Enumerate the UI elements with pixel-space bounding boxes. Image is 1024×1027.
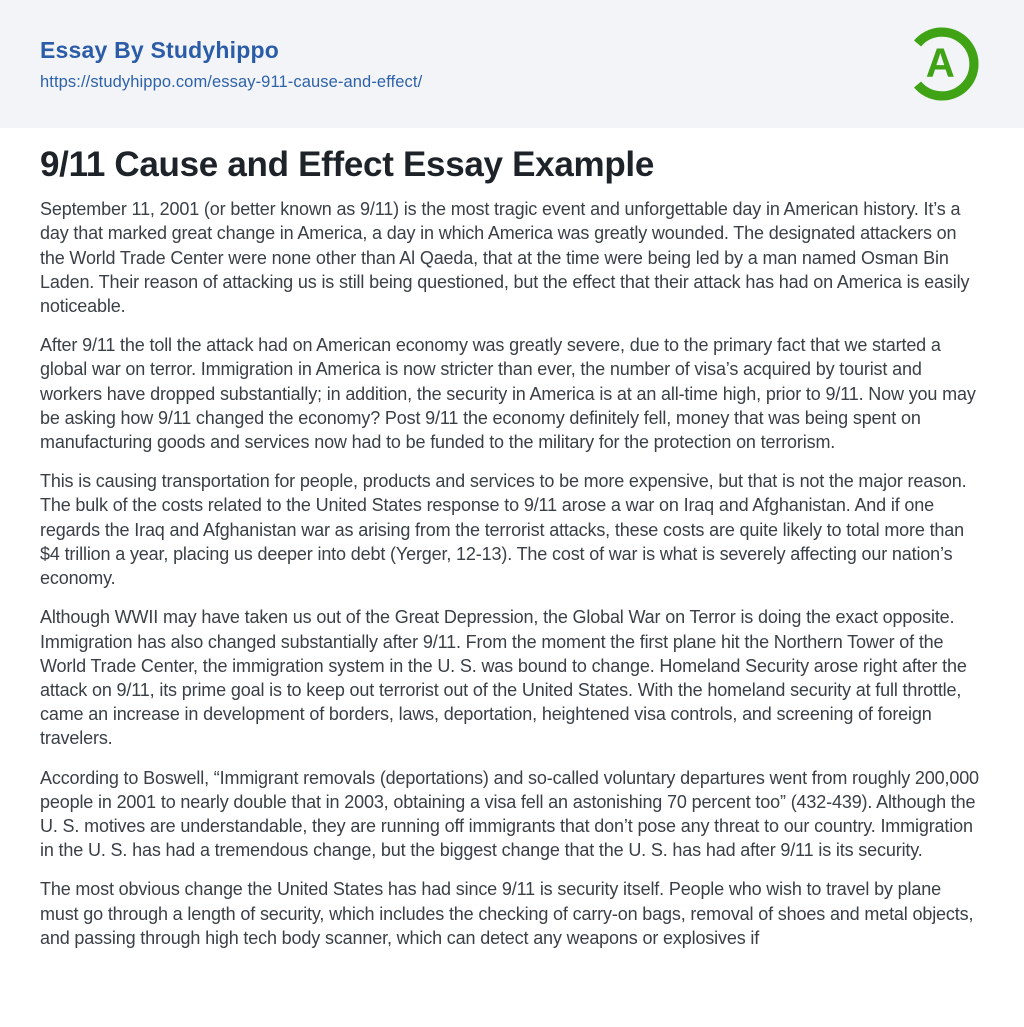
page-title: 9/11 Cause and Effect Essay Example (40, 145, 654, 184)
site-name: Essay By Studyhippo (40, 36, 279, 63)
essay-paragraph-6: The most obvious change the United States has had since 9/11 is security itself. People who wish to travel by plane must go through a length of security, which includes the checking of carry-on bags, removal of shoes and metal objects, and passing through high tech body scanner, which can detect any weapons or explosives if (40, 879, 974, 948)
essay-paragraph-3: This is causing transportation for people, products and services to be more expensive, but that is not the major reason. The bulk of the costs related to the United States response to 9/11 arose a war on Iraq and Afghanistan. And if one regards the Iraq and Afghanistan war as arising from the terrorist attacks, these costs are quite likely to total more than $4 trillion a year, placing us deeper into debt (Yerger, 12-13). The cost of war is what is severely affecting our nation’s economy. (40, 471, 967, 589)
essay-url-link[interactable]: https://studyhippo.com/essay-911-cause-and-effect/ (40, 72, 423, 91)
header-branding (40, 37, 422, 92)
studyhippo-logo-icon (900, 22, 984, 106)
essay-content (0, 128, 1024, 950)
essay-paragraph-4: Although WWII may have taken us out of the Great Depression, the Global War on Terror is doing the exact opposite. Immigration has also changed substantially after 9/11. From the moment the first plane hit the Northern Tower of the World Trade Center, the immigration system in the U. S. was bound to change. Homeland Security arose right after the attack on 9/11, its prime goal is to keep out terrorist out of the United States. With the homeland security at full throttle, came an increase in development of borders, laws, deportation, heightened visa controls, and screening of foreign travelers. (40, 607, 967, 749)
essay-paragraph-2: After 9/11 the toll the attack had on American economy was greatly severe, due to the primary fact that we started a global war on terror. Immigration in America is now stricter than ever, the number of visa’s acquired by tourist and workers have dropped substantially; in addition, the security in America is at an all-time high, prior to 9/11. Now you may be asking how 9/11 changed the economy? Post 9/11 the economy definitely fell, money that was being spent on manufacturing goods and services now had to be funded to the military for the protection on terrorism. (40, 335, 976, 453)
essay-paragraph-5: According to Boswell, “Immigrant removals (deportations) and so-called voluntary departures went from roughly 200,000 people in 2001 to nearly double that in 2003, obtaining a visa fell an astonishing 70 percent too” (432-439). Although the U. S. motives are understandable, they are running off immigrants that don’t pose any threat to our country. Immigration in the U. S. has had a tremendous change, but the biggest change that the U. S. has had after 9/11 is its security. (40, 767, 979, 861)
logo-letter: A (925, 39, 955, 86)
page-header (0, 0, 1024, 128)
essay-paragraph-1: September 11, 2001 (or better known as 9/11) is the most tragic event and unforgettable day in American history. It’s a day that marked great change in America, a day in which America was greatly wounded. The designated attackers on the World Trade Center were none other than Al Qaeda, that at the time were being led by a man named Osman Bin Laden. Their reason of attacking us is still being questioned, but the effect that their attack has had on America is easily noticeable. (40, 199, 970, 317)
